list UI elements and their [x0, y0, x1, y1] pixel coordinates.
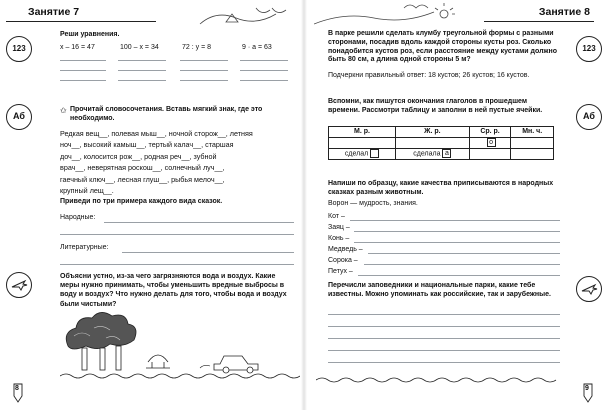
equations-heading: Реши уравнения.: [60, 31, 120, 38]
animal-answer-line[interactable]: [364, 264, 560, 265]
answer-line[interactable]: [328, 338, 560, 339]
table-cell[interactable]: [396, 138, 470, 149]
literary-answer-line[interactable]: [60, 264, 294, 265]
math-task-badge: [576, 36, 602, 62]
russian-task-badge: [6, 104, 32, 130]
russian-badge-label: Аб: [13, 111, 25, 122]
math-badge-label: 123: [582, 44, 596, 53]
page-number-pencil-left: [10, 382, 26, 404]
table-cell[interactable]: [329, 138, 396, 149]
letter-a-square: а: [442, 149, 451, 158]
animal-hare: Заяц –: [328, 224, 350, 231]
soft-sign-text: [60, 128, 298, 196]
nature-task-badge: [6, 272, 32, 298]
literary-answer-line[interactable]: [122, 252, 294, 253]
animal-answer-line[interactable]: [350, 220, 560, 221]
equation-2: 100 – x = 34: [120, 44, 159, 51]
plane-icon: [579, 279, 599, 299]
table-cell[interactable]: [396, 149, 470, 160]
star-icon: ✩: [60, 106, 67, 115]
nature-task-badge: [576, 276, 602, 302]
soft-sign-line-6: крупный лещ__.: [60, 186, 114, 196]
rose-bush-hint: Подчеркни правильный ответ: 18 кустов; 26 кустов; 16 кустов.: [328, 72, 530, 79]
equation-4: 9 · a = 63: [242, 44, 272, 51]
soft-sign-line-5: гаечный ключ__, лесная глуш__, рыбья мелоч__,: [60, 174, 225, 184]
answer-line[interactable]: [328, 350, 560, 351]
verb-endings-table: [328, 126, 554, 160]
made-masculine: сделал: [344, 150, 369, 158]
table-row: [329, 127, 554, 138]
table-cell[interactable]: [469, 138, 511, 149]
table-cell[interactable]: [469, 149, 511, 160]
animal-answer-line[interactable]: [354, 231, 560, 232]
answer-square[interactable]: [370, 149, 379, 158]
animal-bear: Медведь –: [328, 246, 363, 253]
soft-sign-line-3: доч__, колосится рож__, родная реч__, зубной: [60, 151, 217, 161]
animal-answer-line[interactable]: [368, 253, 560, 254]
math-badge-label: 123: [12, 44, 26, 53]
plane-icon: [9, 275, 29, 295]
answer-line[interactable]: [328, 314, 560, 315]
animal-magpie: Сорока –: [328, 257, 358, 264]
literary-tales-label: Литературные:: [60, 244, 109, 251]
folk-answer-line[interactable]: [104, 222, 294, 223]
left-page: [0, 0, 302, 410]
soft-sign-line-4: врач__, неверятная роскош__, солнечный луч__,: [60, 163, 225, 173]
animal-answer-line[interactable]: [358, 275, 560, 276]
lesson-7-title: Занятие 7: [28, 6, 80, 18]
animals-example: Ворон — мудрость, знания.: [328, 200, 418, 207]
column-masculine: М. р.: [329, 127, 396, 138]
sun-decoration-icon: [314, 2, 464, 28]
russian-task-badge: [576, 104, 602, 130]
folk-tales-label: Народные:: [60, 214, 96, 221]
right-page: [306, 0, 608, 410]
table-cell[interactable]: [511, 138, 554, 149]
corner-decoration-icon: [196, 4, 296, 28]
tales-heading: Приведи по три примера каждого вида сказок.: [60, 198, 223, 205]
column-feminine: Ж. р.: [396, 127, 470, 138]
table-cell[interactable]: [511, 149, 554, 160]
pollution-question: Объясни устно, из-за чего загрязняются вода и воздух. Какие меры нужно принимать, чтобы уменьшить вредные выбросы в воду и воздух? Что нужно делать для того, чтобы вода и воздух были чистыми?: [60, 273, 287, 308]
table-row: [329, 149, 554, 160]
animals-heading: Напиши по образцу, какие качества приписываются в народных сказках разным животным.: [328, 180, 554, 196]
russian-badge-label: Аб: [583, 111, 595, 122]
math-task-badge: [6, 36, 32, 62]
table-row: [329, 138, 554, 149]
animal-horse: Конь –: [328, 235, 350, 242]
animal-rooster: Петух –: [328, 268, 353, 275]
answer-line[interactable]: [328, 326, 560, 327]
animal-answer-line[interactable]: [354, 242, 560, 243]
equation-1: x – 16 = 47: [60, 44, 95, 51]
title-rule: [6, 21, 156, 22]
table-cell[interactable]: [329, 149, 396, 160]
title-rule: [484, 21, 594, 22]
page-number: 8: [15, 385, 19, 392]
soft-sign-line-2: ноч__, высокий камыш__, тертый калач__, старшая: [60, 140, 234, 150]
page-number-pencil-right: [580, 382, 596, 404]
answer-line[interactable]: [328, 362, 560, 363]
soft-sign-heading: Прочитай словосочетания. Вставь мягкий знак, где это необходимо.: [70, 106, 263, 122]
equations-row: [60, 44, 296, 53]
verb-endings-heading: Вспомни, как пишутся окончания глаголов в прошедшем времени. Рассмотри таблицу и заполни в ней пустые ячейки.: [328, 98, 543, 114]
reserves-question: Перечисли заповедники и национальные парки, какие тебе известны. Можно упоминать как российские, так и зарубежные.: [328, 282, 551, 298]
made-feminine: сделала: [413, 150, 441, 158]
folk-answer-line[interactable]: [60, 234, 294, 235]
equation-3: 72 : y = 8: [182, 44, 211, 51]
animal-cat: Кот –: [328, 213, 345, 220]
column-neuter: Ср. р.: [469, 127, 511, 138]
letter-o-square: о: [487, 138, 496, 147]
rose-bush-problem: В парке решили сделать клумбу треугольной формы с разными сторонами, посадив вдоль каждой стороны кусты роз. Сколько понадобится кустов роз, если расстояние между кустами должно быть 80 см, а длина одной стороны 5 м?: [328, 30, 557, 64]
pollution-illustration: [60, 312, 300, 382]
waves-decoration: [316, 374, 566, 386]
soft-sign-line-1: Редкая вещ__, полевая мыш__, ночной сторож__, летняя: [60, 129, 253, 138]
lesson-8-title: Занятие 8: [538, 6, 590, 18]
page-number: 9: [585, 385, 589, 392]
column-plural: Мн. ч.: [511, 127, 554, 138]
